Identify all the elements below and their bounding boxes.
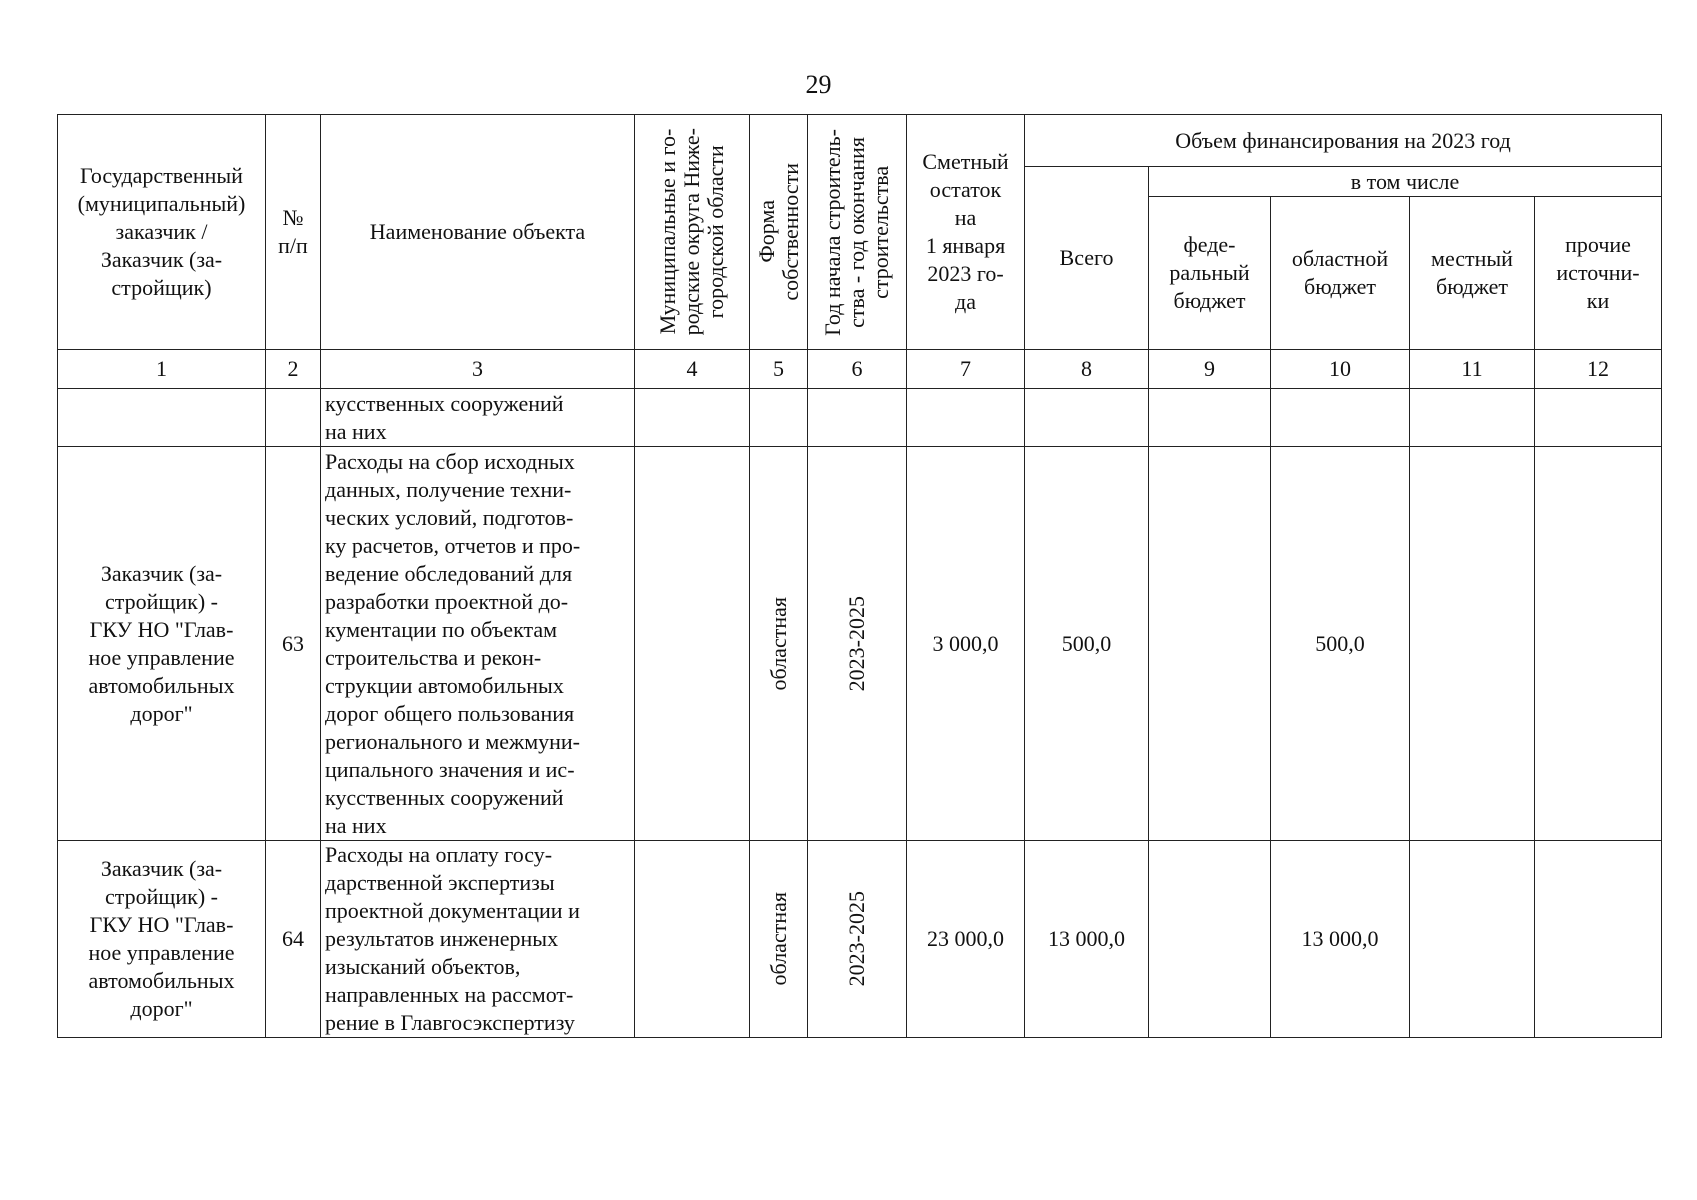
- column-number: 10: [1271, 350, 1410, 389]
- row-ownership-cell: [750, 841, 808, 1038]
- header-object-name: Наименование объекта: [321, 115, 635, 350]
- table-row: [58, 389, 1662, 447]
- row-local: [1410, 389, 1535, 447]
- row-municipalities: [635, 389, 750, 447]
- header-federal-budget: феде- ральный бюджет: [1149, 197, 1271, 350]
- row-years-cell: [808, 841, 907, 1038]
- row-object-name: Расходы на сбор исходных данных, получение техни- ческих условий, подготов- ку расчетов, отчетов и про- ведение обследований для разработки проектной до- кументации по объектам строительства и рекон- струкции автомобильных дорог общего пользования регионального и межмуни- ципального значения и ис- кусственных сооружений на них: [321, 447, 635, 841]
- table-row: [58, 841, 1662, 1038]
- row-estimate-balance: 3 000,0: [907, 447, 1025, 841]
- row-federal: [1149, 389, 1271, 447]
- header-number: № п/п: [266, 115, 321, 350]
- row-years-cell: [808, 447, 907, 841]
- row-federal: [1149, 447, 1271, 841]
- header-customer: Государственный (муниципальный) заказчик / Заказчик (за- стройщик): [58, 115, 266, 350]
- row-object-name: Расходы на оплату госу- дарственной экспертизы проектной документации и результатов инженерных изысканий объектов, направленных на рассмот- рение в Главгосэкспертизу: [321, 841, 635, 1038]
- column-number: 2: [266, 350, 321, 389]
- header-construction-years-cell: [808, 115, 907, 350]
- column-number: 8: [1025, 350, 1149, 389]
- column-number: 6: [808, 350, 907, 389]
- header-row-1: [58, 115, 1662, 167]
- row-other: [1535, 389, 1662, 447]
- row-other: [1535, 447, 1662, 841]
- header-ownership-cell: [750, 115, 808, 350]
- row-customer: Заказчик (за- стройщик) - ГКУ НО "Глав- ное управление автомобильных дорог": [58, 841, 266, 1038]
- row-customer: Заказчик (за- стройщик) - ГКУ НО "Глав- ное управление автомобильных дорог": [58, 447, 266, 841]
- row-number: 63: [266, 447, 321, 841]
- header-municipalities: Муниципальные и го- родские округа Ниже- городской области: [655, 128, 728, 336]
- row-years: 2023-2025: [844, 891, 869, 987]
- column-number: 7: [907, 350, 1025, 389]
- financing-table: [57, 114, 1662, 1038]
- row-regional: [1271, 389, 1410, 447]
- row-ownership: областная: [765, 596, 791, 691]
- header-local-budget: местный бюджет: [1410, 197, 1535, 350]
- row-ownership: [750, 389, 808, 447]
- column-number: 4: [635, 350, 750, 389]
- row-total: [1025, 389, 1149, 447]
- header-regional-budget: областной бюджет: [1271, 197, 1410, 350]
- header-other-sources: прочие источни- ки: [1535, 197, 1662, 350]
- header-municipalities-cell: [635, 115, 750, 350]
- row-ownership-cell: [750, 447, 808, 841]
- header-ownership: Форма собственности: [753, 163, 803, 301]
- row-municipalities: [635, 841, 750, 1038]
- column-number: 1: [58, 350, 266, 389]
- row-ownership: областная: [765, 892, 791, 986]
- column-number: 5: [750, 350, 808, 389]
- row-customer: [58, 389, 266, 447]
- column-number: 3: [321, 350, 635, 389]
- column-numbers-row: [58, 350, 1662, 389]
- row-estimate-balance: 23 000,0: [907, 841, 1025, 1038]
- column-number: 9: [1149, 350, 1271, 389]
- row-total: 13 000,0: [1025, 841, 1149, 1038]
- row-total: 500,0: [1025, 447, 1149, 841]
- row-municipalities: [635, 447, 750, 841]
- row-number: 64: [266, 841, 321, 1038]
- row-number: [266, 389, 321, 447]
- row-local: [1410, 447, 1535, 841]
- header-financing-title: Объем финансирования на 2023 год: [1025, 115, 1662, 167]
- row-regional: 500,0: [1271, 447, 1410, 841]
- header-including: в том числе: [1149, 167, 1662, 197]
- page-number: 29: [805, 70, 832, 99]
- header-total: Всего: [1025, 167, 1149, 350]
- row-object-name: кусственных сооружений на них: [321, 389, 635, 447]
- table-row: [58, 447, 1662, 841]
- header-estimate-balance: Сметный остаток на 1 января 2023 го- да: [907, 115, 1025, 350]
- row-other: [1535, 841, 1662, 1038]
- column-number: 12: [1535, 350, 1662, 389]
- row-years: [808, 389, 907, 447]
- row-estimate-balance: [907, 389, 1025, 447]
- row-local: [1410, 841, 1535, 1038]
- header-construction-years: Год начала строитель- ства - год окончания строительства: [820, 128, 893, 336]
- column-number: 11: [1410, 350, 1535, 389]
- row-regional: 13 000,0: [1271, 841, 1410, 1038]
- row-federal: [1149, 841, 1271, 1038]
- row-years: 2023-2025: [844, 595, 869, 692]
